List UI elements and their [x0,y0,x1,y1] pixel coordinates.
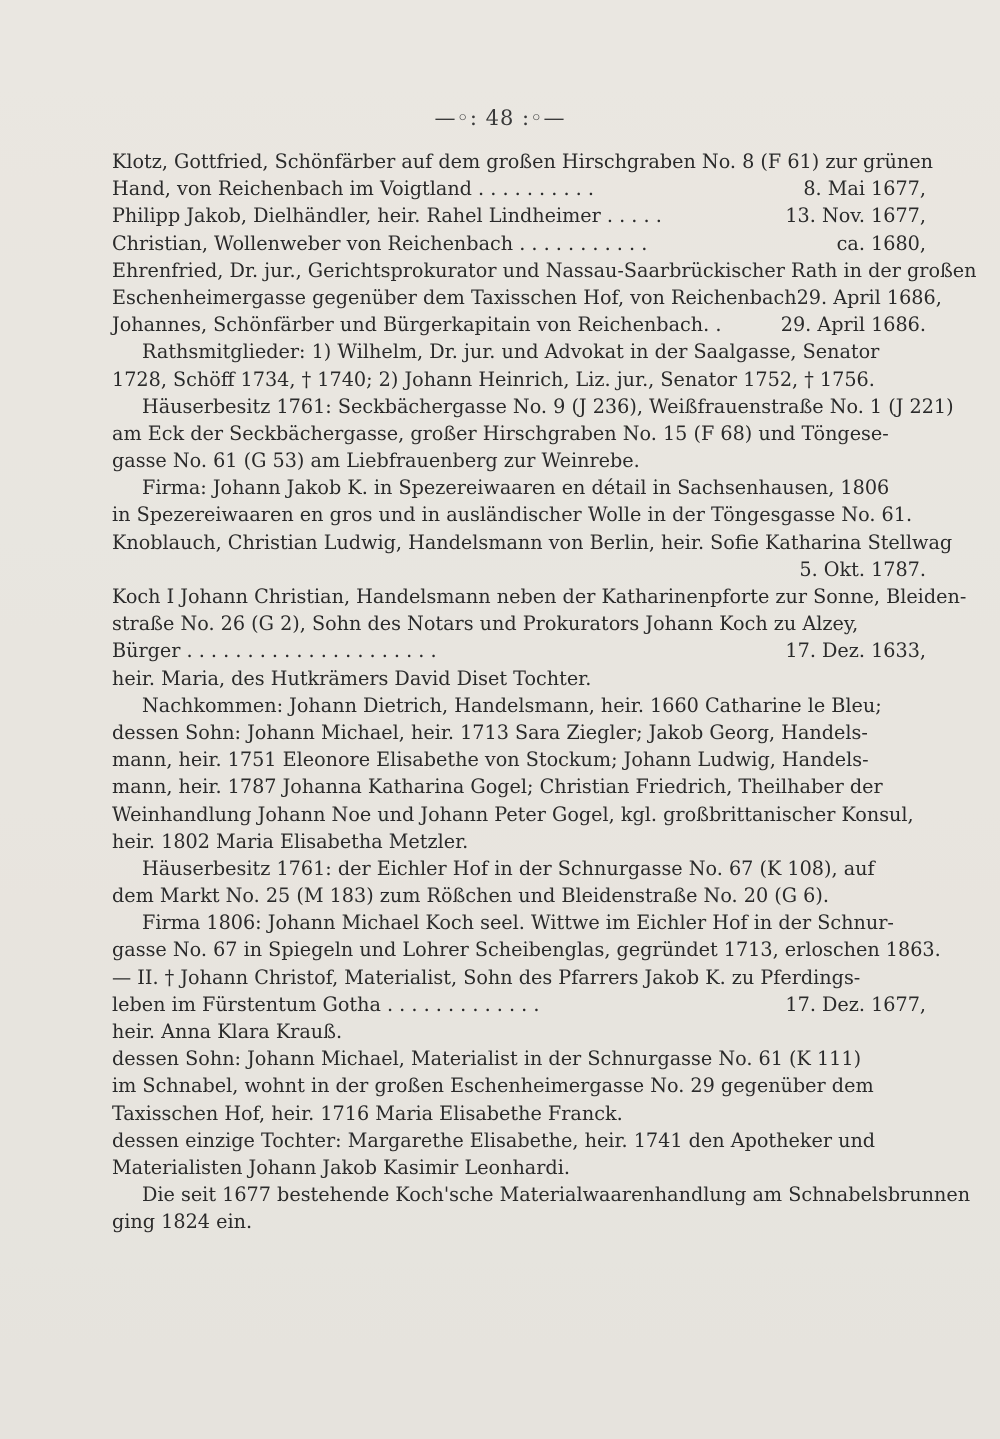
text-line: Knoblauch, Christian Ludwig, Handelsmann von Berlin, heir. Sofie Katharina Stellwag [112,530,953,554]
document-body [112,148,977,1236]
text-line: heir. Anna Klara Krauß. [112,1020,343,1043]
text-line: gasse No. 67 in Spiegeln und Lohrer Scheibenglas, gegründet 1713, erloschen 1863. [112,938,941,962]
text-line: Christian, Wollenweber von Reichenbach . . . . . . . . . . . ca. 1680, [112,231,926,255]
text-line: am Eck der Seckbächergasse, großer Hirschgraben No. 15 (F 68) und Töngese- [112,421,889,445]
text-line: Johannes, Schönfärber und Bürgerkapitain von Reichenbach. . 29. April 1686. [112,313,926,337]
text-line: gasse No. 61 (G 53) am Liebfrauenberg zur Weinrebe. [112,449,640,473]
text-line: Taxisschen Hof, heir. 1716 Maria Elisabethe Franck. [112,1101,623,1125]
text-line: dem Markt No. 25 (M 183) zum Rößchen und Bleidenstraße No. 20 (G 6). [112,884,829,908]
text-line: in Spezereiwaaren en gros und in ausländischer Wolle in der Töngesgasse No. 61. [112,503,913,527]
text-line: Die seit 1677 bestehende Koch'sche Materialwaarenhandlung am Schnabelsbrunnen [142,1183,971,1207]
text-line: Firma 1806: Johann Michael Koch seel. Wittwe im Eichler Hof in der Schnur- [142,911,894,935]
text-line: — II. † Johann Christof, Materialist, Sohn des Pfarrers Jakob K. zu Pferdings- [112,965,861,989]
text-line: leben im Fürstentum Gotha . . . . . . . . . . . . . 17. Dez. 1677, [112,992,926,1016]
text-line: Häuserbesitz 1761: Seckbächergasse No. 9 (J 236), Weißfrauenstraße No. 1 (J 221) [142,394,954,418]
text-line: heir. 1802 Maria Elisabetha Metzler. [112,829,469,853]
text-line: Häuserbesitz 1761: der Eichler Hof in der Schnurgasse No. 67 (K 108), auf [142,856,875,880]
text-line: Rathsmitglieder: 1) Wilhelm, Dr. jur. und Advokat in der Saalgasse, Senator [142,340,880,364]
text-line: ging 1824 ein. [112,1210,253,1234]
text-line: Koch I Johann Christian, Handelsmann neben der Katharinenpforte zur Sonne, Bleiden- [112,585,967,608]
text-line: straße No. 26 (G 2), Sohn des Notars und Prokurators Johann Koch zu Alzey, [112,612,859,636]
text-line: Firma: Johann Jakob K. in Spezereiwaaren en détail in Sachsenhausen, 1806 [142,476,890,500]
text-line: Weinhandlung Johann Noe und Johann Peter Gogel, kgl. großbrittanischer Konsul, [112,802,914,826]
text-line: 5. Okt. 1787. [799,557,926,581]
text-line: 1728, Schöff 1734, † 1740; 2) Johann Heinrich, Liz. jur., Senator 1752, † 1756. [112,367,875,391]
text-line: dessen Sohn: Johann Michael, heir. 1713 Sara Ziegler; Jakob Georg, Handels- [112,720,868,744]
text-line: mann, heir. 1787 Johanna Katharina Gogel; Christian Friedrich, Theilhaber der [112,775,883,799]
text-line: Bürger . . . . . . . . . . . . . . . . . . . . . 17. Dez. 1633, [112,639,926,663]
text-line: Ehrenfried, Dr. jur., Gerichtsprokurator und Nassau-Saarbrückischer Rath in der großen [112,258,977,282]
text-line: im Schnabel, wohnt in der großen Eschenheimergasse No. 29 gegenüber dem [112,1074,874,1098]
text-line: Philipp Jakob, Dielhändler, heir. Rahel Lindheimer . . . . . 13. Nov. 1677, [112,204,926,228]
text-line: Nachkommen: Johann Dietrich, Handelsmann, heir. 1660 Catharine le Bleu; [142,693,882,717]
text-line: dessen einzige Tochter: Margarethe Elisabethe, heir. 1741 den Apotheker und [112,1128,876,1152]
text-line: Materialisten Johann Jakob Kasimir Leonhardi. [112,1155,570,1179]
text-line: Hand, von Reichenbach im Voigtland . . . . . . . . . . 8. Mai 1677, [112,177,926,201]
text-line: heir. Maria, des Hutkrämers David Diset Tochter. [112,666,592,690]
text-line: dessen Sohn: Johann Michael, Materialist in der Schnurgasse No. 61 (K 111) [112,1047,862,1071]
text-line: Klotz, Gottfried, Schönfärber auf dem großen Hirschgraben No. 8 (F 61) zur grünen [112,150,933,173]
text-line: mann, heir. 1751 Eleonore Elisabethe von Stockum; Johann Ludwig, Handels- [112,748,869,772]
text-line: Eschenheimergasse gegenüber dem Taxisschen Hof, von Reichenbach 29. April 1686, [112,285,942,309]
page-header: —◦: 48 :◦— [434,106,566,130]
